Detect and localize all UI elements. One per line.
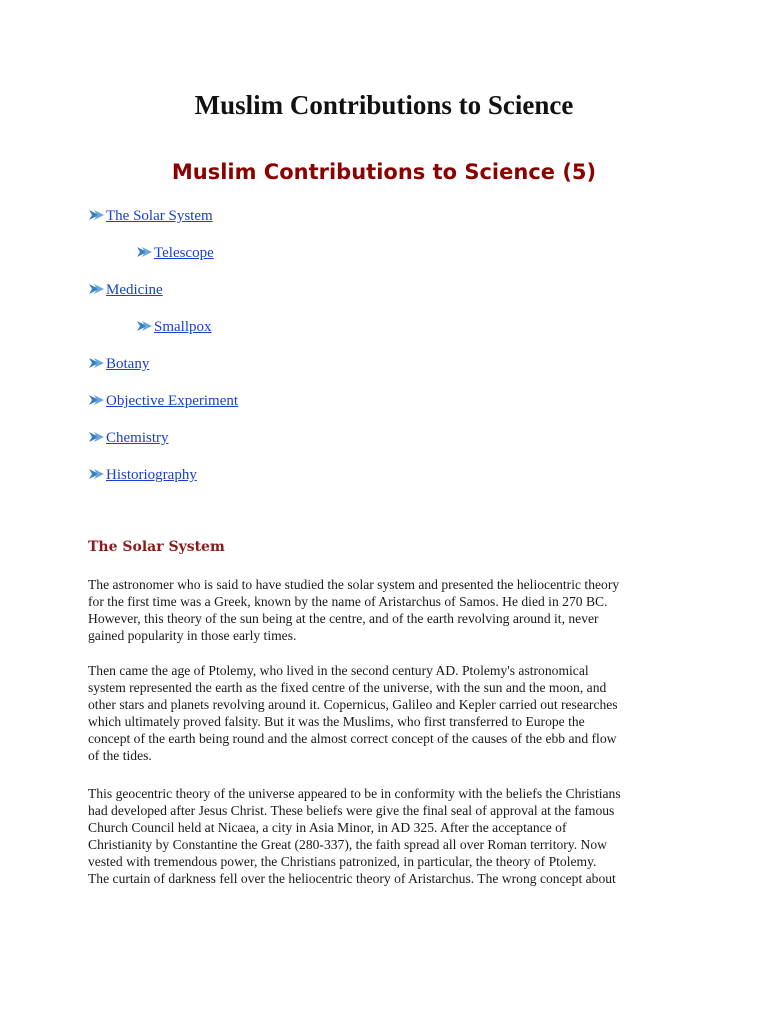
paragraph-line: other stars and planets revolving around it. Copernicus, Galileo and Kepler carried out researches bbox=[88, 697, 618, 712]
toc-link[interactable]: Smallpox bbox=[154, 319, 212, 335]
paragraph-line: of the tides. bbox=[88, 748, 152, 763]
section-heading: The Solar System bbox=[88, 539, 225, 555]
arrow-bullet-icon bbox=[88, 356, 106, 370]
toc-item bbox=[88, 391, 238, 411]
arrow-bullet-icon bbox=[88, 208, 106, 222]
paragraph-line: The curtain of darkness fell over the heliocentric theory of Aristarchus. The wrong concept about bbox=[88, 871, 616, 886]
arrow-bullet-icon bbox=[88, 467, 106, 481]
arrow-bullet-icon bbox=[136, 245, 154, 259]
toc-item bbox=[88, 280, 163, 300]
toc-link[interactable]: Medicine bbox=[106, 282, 163, 298]
toc-link[interactable]: Objective Experiment bbox=[106, 393, 239, 409]
toc-item bbox=[136, 243, 214, 263]
toc-item bbox=[136, 317, 212, 337]
toc-link[interactable]: Historiography bbox=[106, 467, 197, 483]
toc-item bbox=[88, 465, 197, 485]
paragraph-line: system represented the earth as the fixed centre of the universe, with the sun and the moon, and bbox=[88, 680, 607, 695]
paragraph-line: This geocentric theory of the universe appeared to be in conformity with the beliefs the Christians bbox=[88, 786, 621, 801]
arrow-bullet-icon bbox=[136, 319, 154, 333]
paragraph-line: concept of the earth being round and the almost correct concept of the causes of the ebb and flow bbox=[88, 731, 617, 746]
body-paragraph bbox=[88, 662, 684, 764]
paragraph-line: However, this theory of the sun being at the centre, and of the earth revolving around it, never bbox=[88, 611, 599, 626]
paragraph-line: vested with tremendous power, the Christians patronized, in particular, the theory of Ptolemy. bbox=[88, 854, 597, 869]
arrow-bullet-icon bbox=[88, 430, 106, 444]
toc-item bbox=[88, 428, 169, 448]
paragraph-line: gained popularity in those early times. bbox=[88, 628, 297, 643]
document-title: Muslim Contributions to Science bbox=[194, 90, 574, 120]
paragraph-line: for the first time was a Greek, known by the name of Aristarchus of Samos. He died in 270 BC. bbox=[88, 594, 608, 609]
paragraph-line: The astronomer who is said to have studied the solar system and presented the heliocentric theory bbox=[88, 577, 620, 592]
paragraph-line: Then came the age of Ptolemy, who lived in the second century AD. Ptolemy's astronomical bbox=[88, 663, 589, 678]
arrow-bullet-icon bbox=[88, 282, 106, 296]
paragraph-line: which ultimately proved falsity. But it was the Muslims, who first transferred to Europe the bbox=[88, 714, 585, 729]
paragraph-line: had developed after Jesus Christ. These beliefs were give the final seal of approval at the famous bbox=[88, 803, 615, 818]
body-paragraph bbox=[88, 785, 684, 887]
toc-link[interactable]: Chemistry bbox=[106, 430, 169, 446]
body-paragraph bbox=[88, 576, 684, 644]
arrow-bullet-icon bbox=[88, 393, 106, 407]
paragraph-line: Christianity by Constantine the Great (280-337), the faith spread all over Roman territory. Now bbox=[88, 837, 607, 852]
toc-link[interactable]: The Solar System bbox=[106, 208, 213, 224]
paragraph-line: Church Council held at Nicaea, a city in Asia Minor, in AD 325. After the acceptance of bbox=[88, 820, 567, 835]
document-subtitle: Muslim Contributions to Science (5) bbox=[171, 160, 597, 184]
toc-link[interactable]: Botany bbox=[106, 356, 150, 372]
toc-link[interactable]: Telescope bbox=[154, 245, 214, 261]
toc-item bbox=[88, 206, 213, 226]
toc-item bbox=[88, 354, 149, 374]
